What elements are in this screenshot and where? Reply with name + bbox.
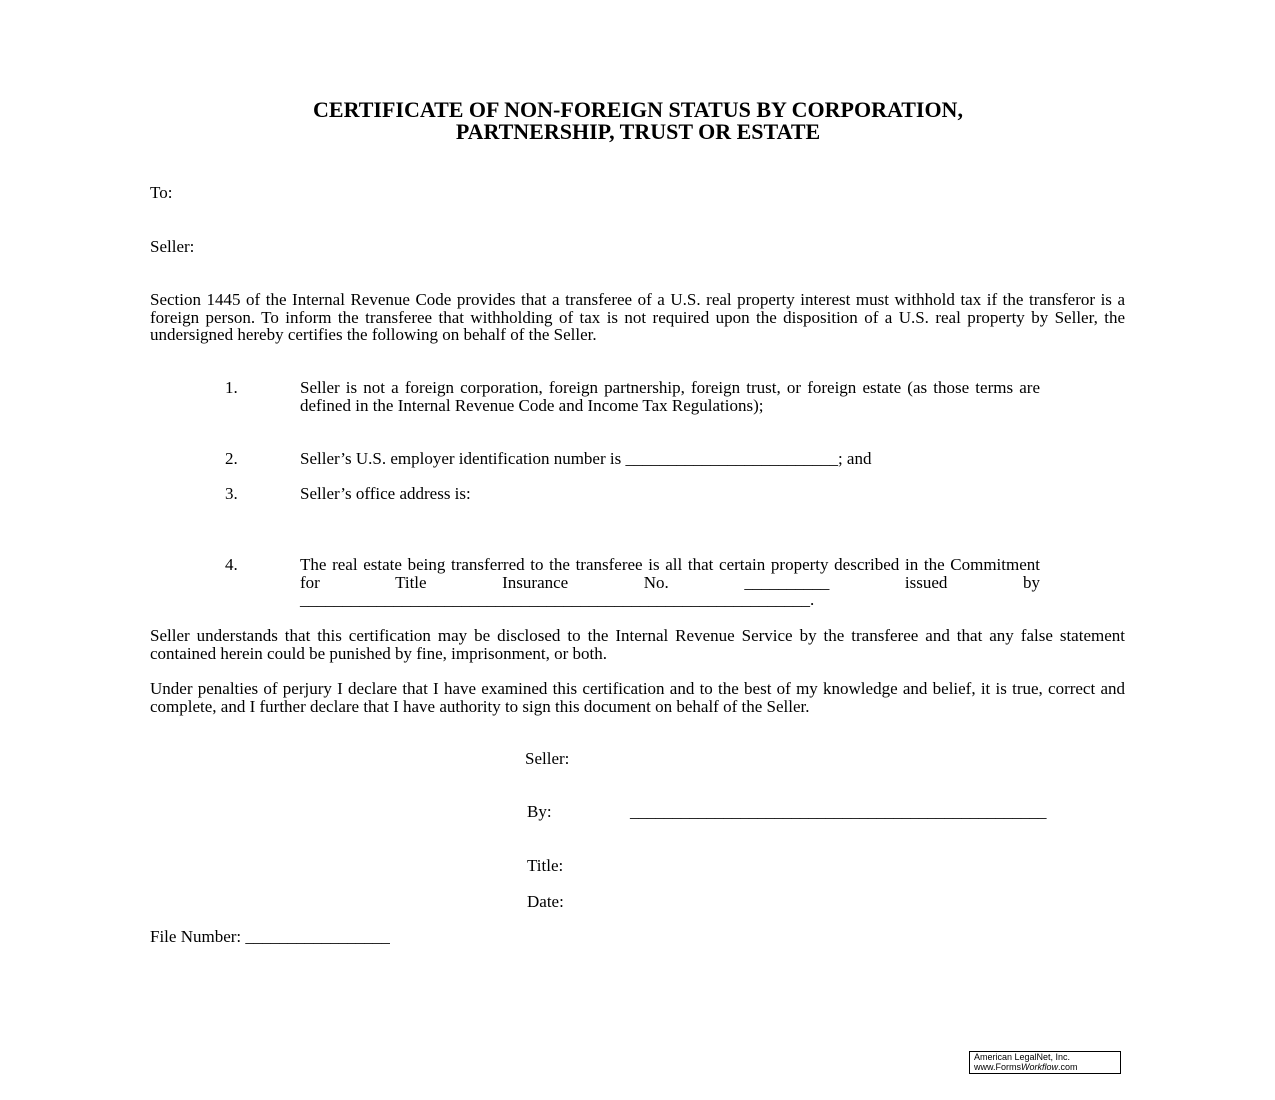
item-1-number: 1.	[225, 378, 238, 397]
publisher-footer	[969, 1051, 1121, 1074]
file-number: File Number: _________________	[150, 927, 390, 946]
understands-paragraph: Seller understands that this certification may be disclosed to the Internal Revenue Service by the transferee and that any false statement contained herein could be punished by fine, imprisonment, or both.	[150, 626, 1125, 663]
seller-label: Seller:	[150, 237, 195, 256]
signature-date-label: Date:	[527, 892, 564, 911]
to-label: To:	[150, 183, 173, 202]
item-4-number: 4.	[225, 555, 238, 574]
item-2-text: Seller’s U.S. employer identification number is _________________________; and	[300, 449, 872, 468]
title-line-2: PARTNERSHIP, TRUST OR ESTATE	[455, 119, 821, 144]
publisher-url: www.FormsWorkflow.com	[974, 1062, 1078, 1072]
title-line-1: CERTIFICATE OF NON-FOREIGN STATUS BY CORPORATION,	[313, 97, 963, 122]
signature-title-label: Title:	[527, 856, 564, 875]
signature-line: _________________________________________________	[630, 802, 1047, 821]
item-4-text: The real estate being transferred to the transferee is all that certain property described in the Commitment for Title Insurance No. __________ issued by ____________________________________________________________.	[300, 555, 1040, 610]
item-1-text: Seller is not a foreign corporation, foreign partnership, foreign trust, or foreign estate (as those terms are defined in the Internal Revenue Code and Income Tax Regulations);	[300, 378, 1040, 415]
signature-by-label: By:	[527, 802, 552, 821]
perjury-paragraph: Under penalties of perjury I declare that I have examined this certification and to the best of my knowledge and belief, it is true, correct and complete, and I further declare that I have authority to sign this document on behalf of the Seller.	[150, 679, 1125, 716]
item-2-number: 2.	[225, 449, 238, 468]
item-3-text: Seller’s office address is:	[300, 484, 471, 503]
publisher-name: American LegalNet, Inc.	[974, 1052, 1071, 1062]
intro-paragraph: Section 1445 of the Internal Revenue Code provides that a transferee of a U.S. real property interest must withhold tax if the transferor is a foreign person. To inform the transferee that withholding of tax is not required upon the disposition of a U.S. real property by Seller, the undersigned hereby certifies the following on behalf of the Seller.	[150, 290, 1125, 345]
document-title	[150, 99, 1126, 143]
signature-seller-label: Seller:	[525, 749, 570, 768]
item-3-number: 3.	[225, 484, 238, 503]
